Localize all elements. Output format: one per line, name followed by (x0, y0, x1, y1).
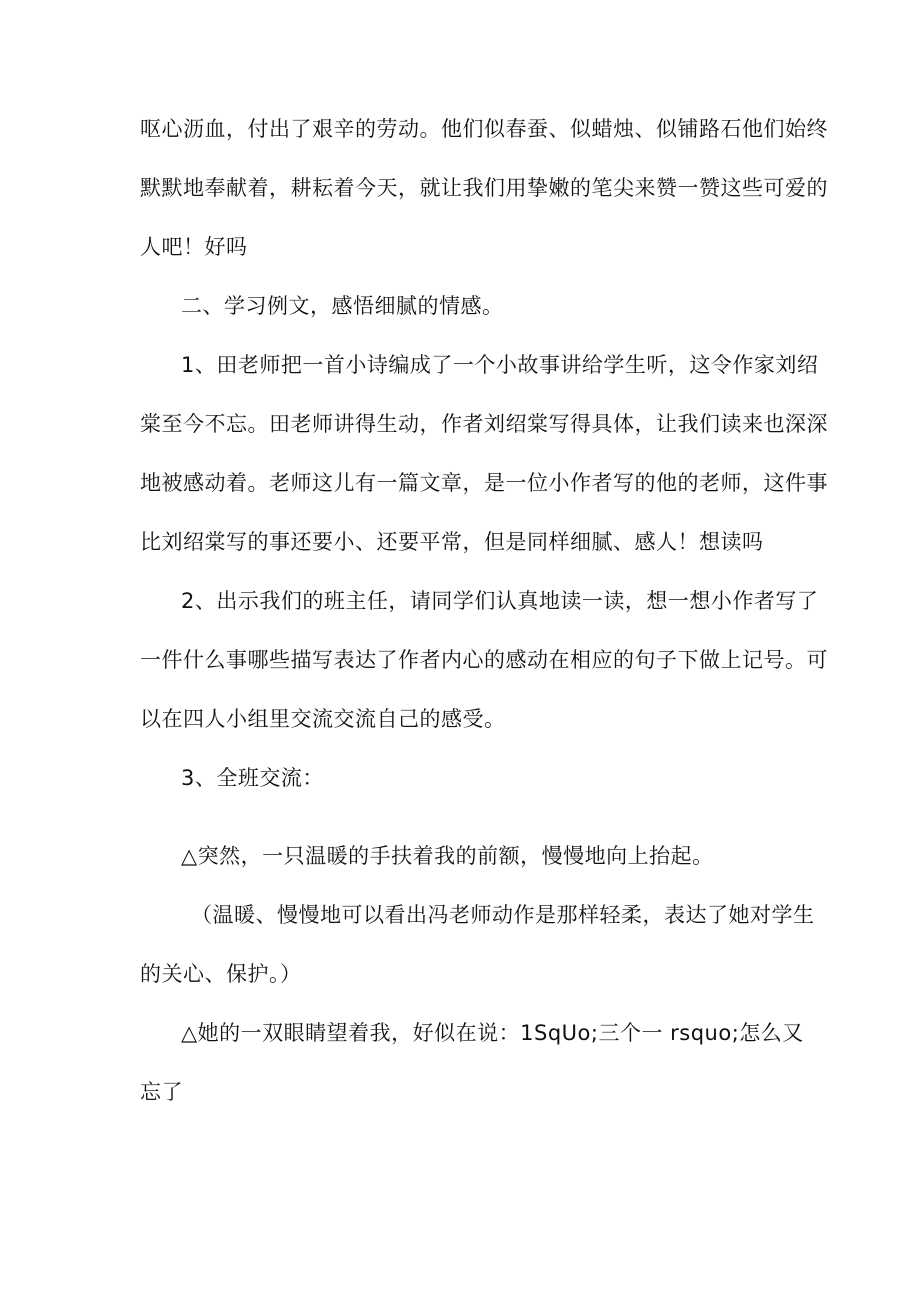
quote-line: 忘了 (140, 1080, 183, 1104)
paragraph-line: 棠至今不忘。田老师讲得生动，作者刘绍棠写得具体，让我们读来也深深 (140, 412, 828, 436)
paragraph-line: 1、田老师把一首小诗编成了一个小故事讲给学生听，这令作家刘绍 (181, 353, 819, 377)
paragraph-line: 3、全班交流： (181, 766, 324, 790)
paragraph-line: 默默地奉献着，耕耘着今天，就让我们用挚嫩的笔尖来赞一赞这些可爱的 (140, 176, 828, 200)
paragraph-line: 比刘绍棠写的事还要小、还要平常，但是同样细腻、感人！想读吗 (140, 530, 764, 554)
paragraph-line: 地被感动着。老师这儿有一篇文章，是一位小作者写的他的老师，这件事 (140, 471, 828, 495)
annotation-line: 的关心、保护。） (140, 962, 302, 986)
paragraph-line: 一件什么事哪些描写表达了作者内心的感动在相应的句子下做上记号。可 (140, 648, 828, 672)
section-heading: 二、学习例文，感悟细腻的情感。 (181, 294, 504, 318)
paragraph-line: 呕心沥血，付出了艰辛的劳动。他们似春蚕、似蜡烛、似铺路石他们始终 (140, 117, 828, 141)
quote-line: △她的一双眼睛望着我，好似在说：1SqUo;三个一 rsquo;怎么又 (181, 1021, 804, 1045)
quote-line: △突然，一只温暖的手扶着我的前额，慢慢地向上抬起。 (181, 844, 714, 868)
paragraph-line: 2、出示我们的班主任，请同学们认真地读一读，想一想小作者写了 (181, 589, 819, 613)
annotation-line: （温暖、慢慢地可以看出冯老师动作是那样轻柔，表达了她对学生 (191, 903, 815, 927)
paragraph-line: 人吧！好吗 (140, 235, 248, 259)
paragraph-line: 以在四人小组里交流交流自己的感受。 (140, 707, 506, 731)
